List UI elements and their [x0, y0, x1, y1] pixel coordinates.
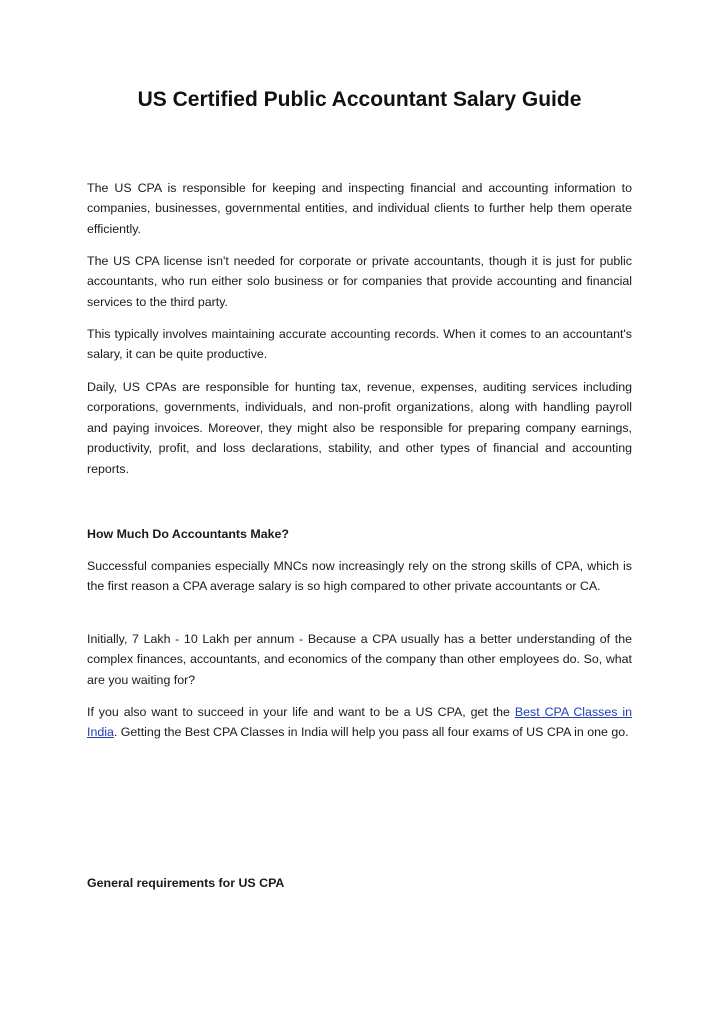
intro-paragraph-4 [87, 377, 632, 479]
intro-paragraph-3 [87, 324, 632, 365]
best-cpa-classes-link[interactable]: Best CPA Classes in India [87, 705, 632, 740]
salary-paragraph-2 [87, 629, 632, 690]
section-heading-requirements: General requirements for US CPA [87, 876, 285, 890]
paragraph-text: The US CPA is responsible for keeping and inspecting financial and accounting information to companies, businesses, governmental entities, and individual clients to further help them operate efficiently. [87, 181, 632, 236]
salary-paragraph-3 [87, 702, 632, 743]
link-paragraph-before: If you also want to succeed in your life and want to be a US CPA, get the [87, 705, 515, 719]
paragraph-text: This typically involves maintaining accurate accounting records. When it comes to an accountant's salary, it can be quite productive. [87, 327, 632, 362]
paragraph-text: Initially, 7 Lakh - 10 Lakh per annum - Because a CPA usually has a better understanding of the complex finances, accountants, and economics of the company than other employees do. So, what are you waiting for? [87, 632, 632, 687]
section-heading-salary: How Much Do Accountants Make? [87, 527, 289, 541]
link-paragraph-after: . Getting the Best CPA Classes in India will help you pass all four exams of US CPA in one go. [113, 725, 629, 740]
intro-paragraph-2 [87, 251, 632, 312]
paragraph-text: Daily, US CPAs are responsible for hunting tax, revenue, expenses, auditing services including corporations, governments, individuals, and non-profit organizations, along with handling payroll and paying invoices. Moreover, they might also be responsible for preparing company earnings, productivity, profit, and loss declarations, stability, and other types of financial and accounting reports. [87, 380, 632, 476]
salary-paragraph-1 [87, 556, 632, 597]
paragraph-text: The US CPA license isn't needed for corporate or private accountants, though it is just for public accountants, who run either solo business or for companies that provide accounting and financial services to the third party. [87, 254, 632, 309]
paragraph-text-with-link [87, 702, 632, 743]
paragraph-text: Successful companies especially MNCs now increasingly rely on the strong skills of CPA, which is the first reason a CPA average salary is so high compared to other private accountants or CA. [87, 559, 632, 594]
intro-paragraph-1 [87, 178, 632, 239]
page-title: US Certified Public Accountant Salary Guide [137, 88, 582, 111]
